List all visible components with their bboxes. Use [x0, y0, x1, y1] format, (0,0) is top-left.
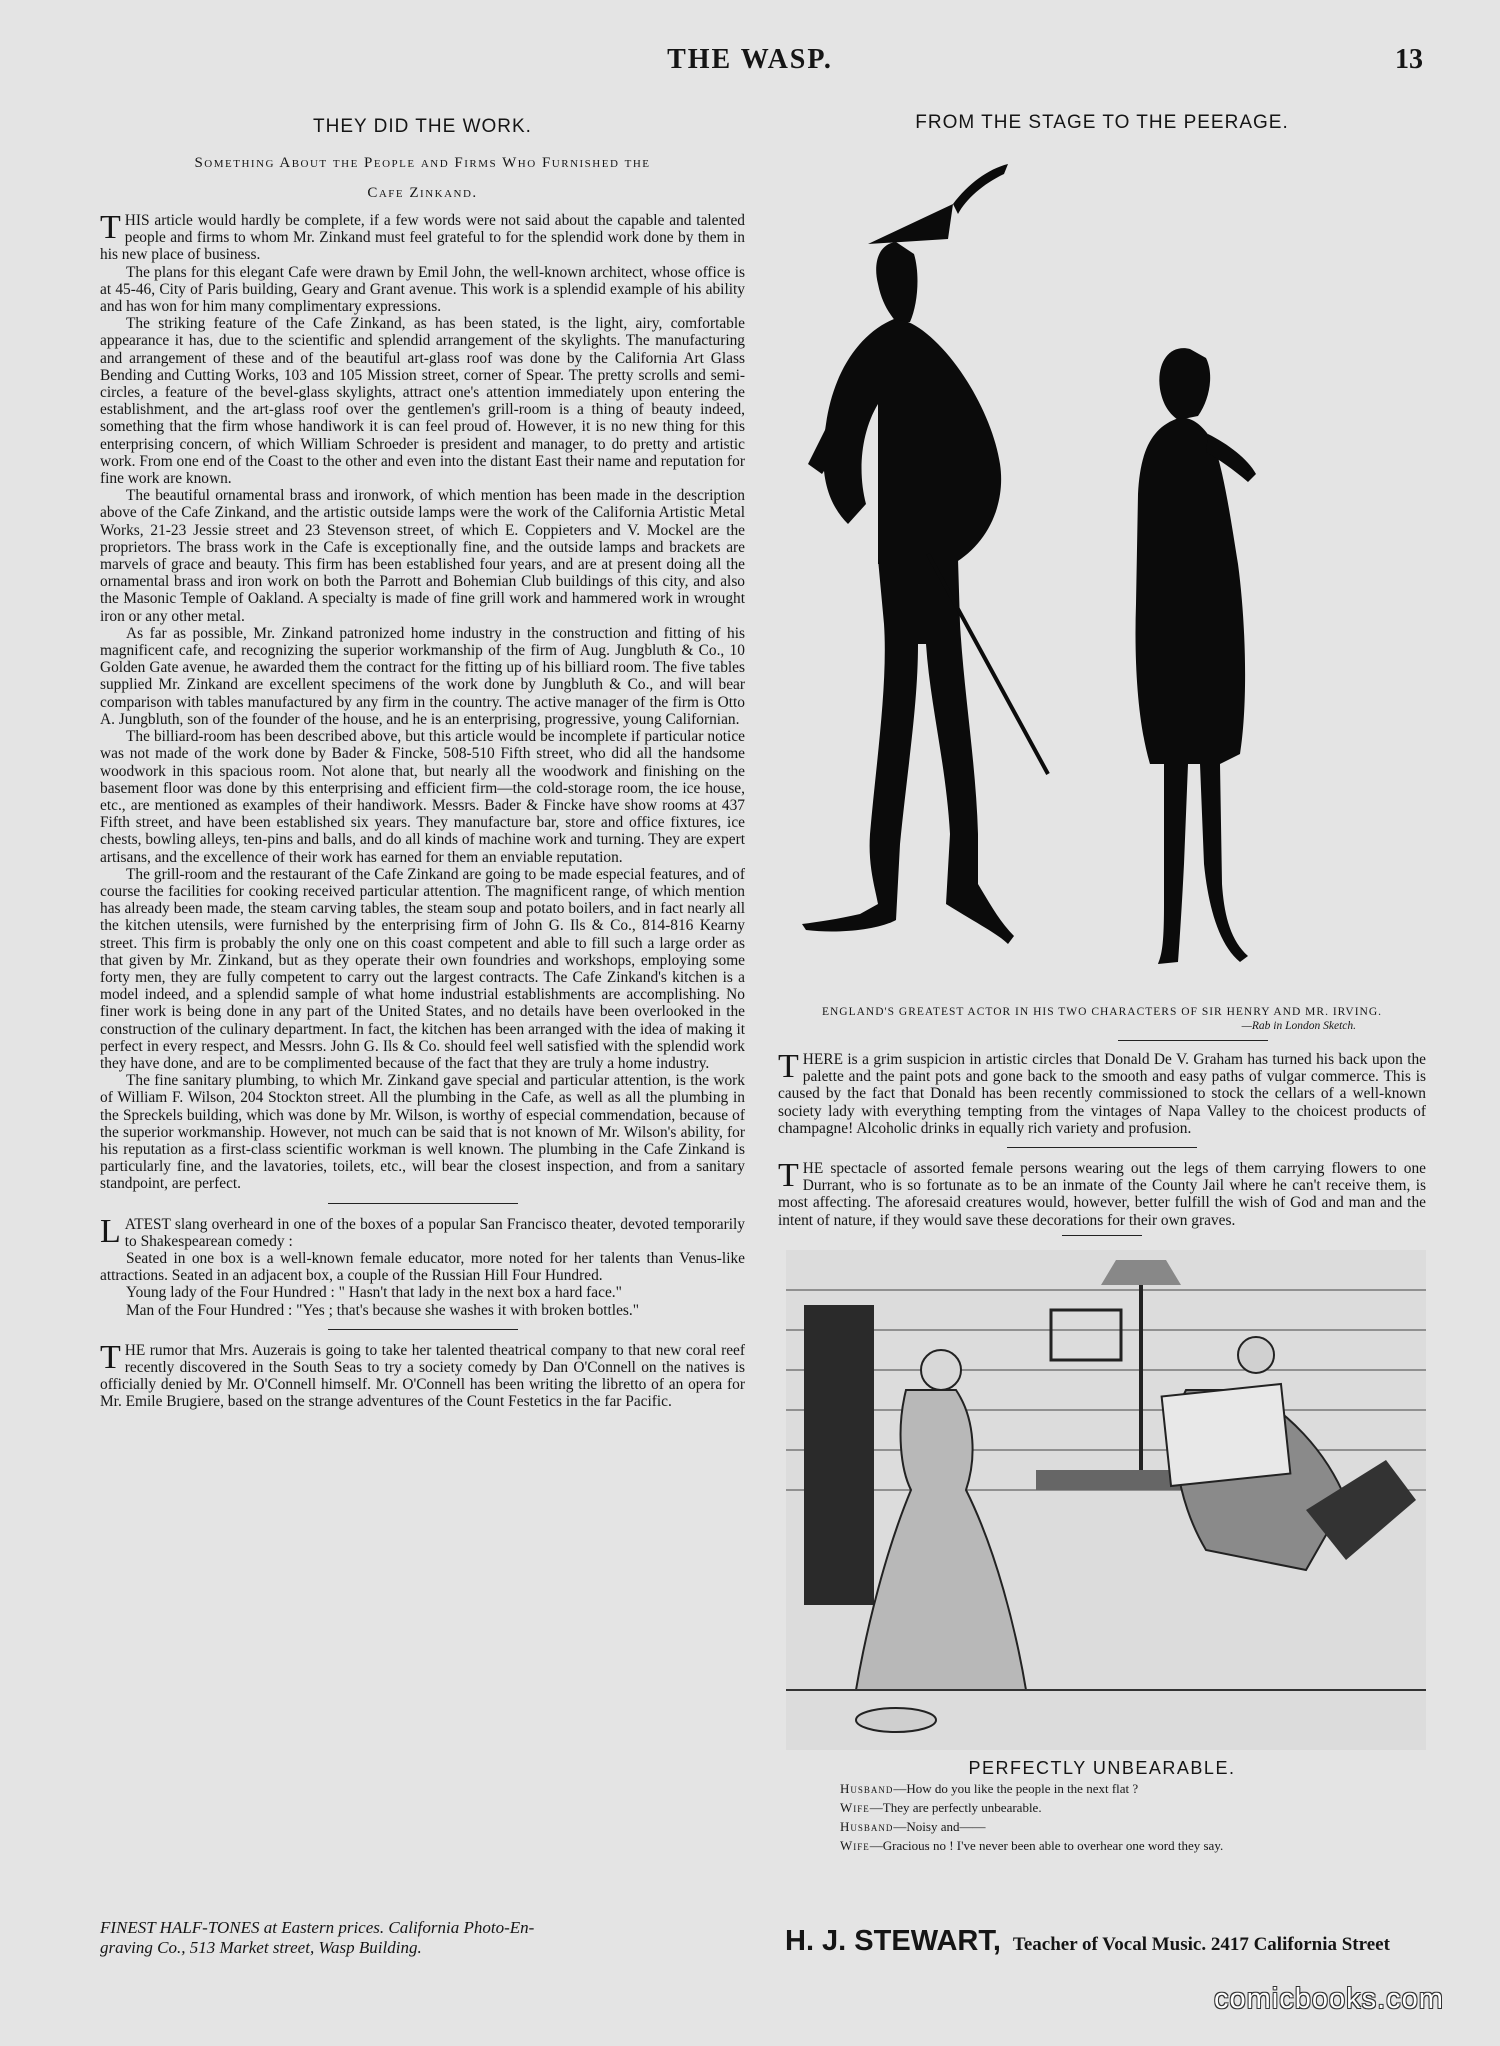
durrant-text: HE spectacle of assorted female persons wearing out the legs of them carrying flowers to one Durrant, who is so fortunate as to be an inmate of the County Jail where he can't receive them, is most affecting. The aforesaid creatures would, however, better fulfill the wish of God and man and the intent of nature, if they would save these decorations for their own graves.	[778, 1160, 1426, 1229]
divider-rule	[328, 1329, 518, 1330]
article-title: THEY DID THE WORK.	[313, 116, 532, 137]
auzerais-text: HE rumor that Mrs. Auzerais is going to take her talented theatrical company to that new coral reef recently discovered in the South Seas to try a society comedy by Dan O'Connell on the natives is officially denied by Mr. O'Connell himself. Mr. O'Connell has been writing the libretto of an opera for Mr. Emile Brugiere, based on the strange adventures of the Count Festetics in the far Pacific.	[100, 1341, 745, 1411]
drop-cap: T	[778, 1048, 799, 1085]
dialog-text: —Noisy and——	[893, 1818, 986, 1834]
sir-henry-silhouette	[802, 164, 1014, 944]
divider-rule	[328, 1203, 518, 1204]
drop-cap: T	[778, 1157, 799, 1195]
watermark: comicbooks.com	[1214, 1983, 1444, 2015]
article-paragraph: The beautiful ornamental brass and ironwork, of which mention has been made in the description above of the Cafe Zinkand, and the artistic outside lamps were the work of the California Artistic Metal Works, 21-23 Jessie street and 23 Stevenson street, of which E. Coppieters and V. Mockel are the proprietors. The brass work in the Cafe is exceptionally fine, and the outside lamps and brackets are marvels of grace and beauty. This firm has been established four years, and are at present doing all the ornamental brass and iron work on both the Parrott and Bohemian Club buildings of this city, and also the Masonic Temple of Oakland. A specialty is made of fine grill work and hammered work in wrought iron or any other metal.	[100, 487, 745, 625]
silhouette-illustration	[778, 144, 1426, 994]
dialog-speaker: Husband	[840, 1818, 894, 1834]
slang-paragraph: Young lady of the Four Hundred : " Hasn't that lady in the next box a hard face."	[126, 1284, 622, 1302]
slang-paragraph: LATEST slang overheard in one of the boxes of a popular San Francisco theater, devoted temporarily to Shakespearean comedy :	[100, 1212, 745, 1250]
silhouette-art	[778, 144, 1426, 994]
article-paragraph: As far as possible, Mr. Zinkand patronized home industry in the construction and fitting of his magnificent cafe, and recognizing the superior workmanship of the firm of Aug. Jungbluth & Co., 10 Golden Gate avenue, he awarded them the contract for the fitting up of his billiard room. The five tables supplied Mr. Zinkand are excellent specimens of the work done by Jungbluth & Co., and will bear comparison with tables manufactured by any firm in the country. The active manager of the firm is Otto A. Jungbluth, son of the founder of the house, and he is an enterprising, progressive, young Californian.	[100, 624, 745, 728]
dialog-speaker: Wife	[840, 1799, 870, 1815]
article-paragraph: The billiard-room has been described above, but this article would be incomplete if particular notice was not made of the work done by Bader & Fincke, 508-510 Fifth street, who did all the handsome woodwork in this spacious room. Not alone that, but nearly all the woodwork and finishing on the basement floor was done by this enterprising and efficient firm—the cold-storage room, the ice house, etc., are mentioned as examples of their handiwork. Messrs. Bader & Fincke have show rooms at 437 Fifth street, and have been established six years. They manufacture bar, store and office fixtures, ice chests, bowling alleys, ten-pins and balls, and do all kinds of machine work and turning. They are expert artisans, and the excellence of their work has earned for them an enviable reputation.	[100, 728, 745, 866]
halftone-ad-line-1: FINEST HALF-TONES at Eastern prices. California Photo-En-	[100, 1918, 535, 1937]
right-column	[778, 112, 1426, 1855]
divider-rule	[1007, 1147, 1197, 1148]
masthead: THE WASP.	[667, 44, 833, 75]
article-paragraph: The fine sanitary plumbing, to which Mr. Zinkand gave special and particular attention, is the work of William F. Wilson, 204 Stockton street. All the plumbing in the Cafe, as well as all the plumbing in the Spreckels building, which was done by Mr. Wilson, is worthy of especial commendation, because of the superior workmanship. However, not much can be said that is not known of Mr. Wilson's ability, for his reputation as a first-class scientific workman is well known. The plumbing in the Cafe Zinkand is particularly fine, and the lavatories, toilets, etc., will bear the closest inspection, and from a sanitary standpoint, are perfect.	[100, 1072, 745, 1193]
durrant-item	[778, 1157, 1426, 1229]
auzerais-item	[100, 1338, 745, 1411]
dialog-text: —How do you like the people in the next flat ?	[893, 1780, 1139, 1796]
article-paragraph: The plans for this elegant Cafe were drawn by Emil John, the well-known architect, whose office is at 45-46, City of Paris building, Geary and Grant avenue. This work is a splendid example of his ability and has won for him many complimentary expressions.	[100, 263, 745, 316]
article-paragraph: The grill-room and the restaurant of the Cafe Zinkand are going to be made especial features, and of course the facilities for cooking received particular attention. The magnificent range, of which mention has already been made, the steam carving tables, the steam soup and potato boilers, and in fact nearly all the kitchen utensils, were furnished by the enterprising firm of John G. Ils & Co., 814-816 Kearny street. This firm is probably the only one on this coast competent and able to fill such a large order as that given by Mr. Zinkand, but as they operate their own foundries and workshops, employing some forty men, they are fully competent to carry out the largest contracts. The Cafe Zinkand's kitchen is a model indeed, and a splendid sample of what home industrial establishments are accomplishing. No finer work is being done in any part of the United States, and no details have been overlooked in the construction of the culinary department. In fact, the kitchen has been arranged with the idea of making it perfect in every respect, and Messrs. John G. Ils & Co. should feel well satisfied with the splendid work they have done, and are to be complimented because of the fact that they are truly a home industry.	[100, 865, 745, 1072]
slang-paragraph: Man of the Four Hundred : "Yes ; that's because she washes it with broken bottles."	[126, 1301, 640, 1319]
cartoon-art	[786, 1250, 1426, 1750]
divider-rule	[1118, 1040, 1268, 1041]
dialog-text: —Gracious no ! I've never been able to overhear one word they say.	[869, 1837, 1224, 1853]
cartoon-dialog	[840, 1779, 1426, 1855]
cartoon-title: PERFECTLY UNBEARABLE.	[968, 1757, 1236, 1778]
drop-cap: T	[100, 209, 121, 246]
page-number: 13	[1395, 44, 1423, 75]
halftone-ad-line-2: graving Co., 513 Market street, Wasp Building.	[100, 1938, 422, 1957]
article-paragraph: The striking feature of the Cafe Zinkand, as has been stated, is the light, airy, comfortable appearance it has, due to the scientific and splendid arrangement of the skylights. The manufacturing and arrangement of these and of the beautiful art-glass roof was done by the California Art Glass Bending and Cutting Works, 103 and 105 Mission street, corner of Spear. The pretty scrolls and semi-circles, a feature of the bevel-glass skylights, attract one's attention immediately upon entering the establishment, and the art-glass roof over the gentlemen's grill-room is a thing of beauty indeed, something that the firm whose handiwork it is can feel proud of. However, it is no new thing for this enterprising concern, of which William Schroeder is president and manager, to do pretty and artistic work. From one end of the Coast to the other and even into the distant East their name and reputation for fine work are known.	[100, 315, 745, 488]
stewart-description: Teacher of Vocal Music. 2417 California Street	[1012, 1934, 1390, 1955]
graham-text: HERE is a grim suspicion in artistic circles that Donald De V. Graham has turned his back upon the palette and the paint pots and gone back to the smooth and easy paths of vulgar commerce. This is caused by the fact that Donald has been recently commissioned to stock the cellars of a well-known society lady with everything tempting from the vintages of Napa Valley to the choicest products of champagne! Alcoholic drinks in equally rich variety and profusion.	[778, 1051, 1426, 1137]
subtitle-line-1: Something About the People and Firms Who Furnished the	[194, 155, 651, 171]
stewart-ad	[785, 1925, 1445, 1958]
dialog-line	[840, 1798, 1426, 1817]
dialog-speaker: Husband	[840, 1780, 894, 1796]
article-paragraph: THIS article would hardly be complete, if a few words were not said about the capable and talented people and firms to whom Mr. Zinkand must feel grateful to for the splendid work done by them in his new place of business.	[100, 209, 745, 264]
article-subtitle	[100, 148, 745, 208]
article-body	[100, 209, 745, 1193]
dialog-line	[840, 1836, 1426, 1855]
drop-cap: L	[100, 1212, 121, 1250]
dialog-line	[840, 1779, 1426, 1798]
dialog-line	[840, 1817, 1426, 1836]
subtitle-line-2: Cafe Zinkand.	[367, 185, 478, 201]
dialog-speaker: Wife	[840, 1837, 870, 1853]
left-column	[100, 116, 745, 1411]
slang-item	[100, 1212, 745, 1319]
slang-paragraph: Seated in one box is a well-known female educator, more noted for her talents than Venus-like attractions. Seated in an adjacent box, a couple of the Russian Hill Four Hundred.	[100, 1249, 745, 1285]
drop-cap: T	[100, 1338, 121, 1376]
mr-irving-silhouette	[1136, 348, 1256, 964]
stewart-name: H. J. STEWART,	[785, 1925, 1001, 1957]
dialog-text: —They are perfectly unbearable.	[869, 1799, 1042, 1815]
halftone-ad	[100, 1918, 750, 1958]
silhouette-credit: —Rab in London Sketch.	[1241, 1020, 1356, 1032]
cartoon-illustration	[786, 1250, 1442, 1750]
peerage-title: FROM THE STAGE TO THE PEERAGE.	[915, 112, 1289, 133]
divider-rule	[1062, 1235, 1142, 1236]
graham-item	[778, 1048, 1426, 1137]
silhouette-caption: ENGLAND'S GREATEST ACTOR IN HIS TWO CHARACTERS OF SIR HENRY AND MR. IRVING.	[821, 1006, 1383, 1018]
